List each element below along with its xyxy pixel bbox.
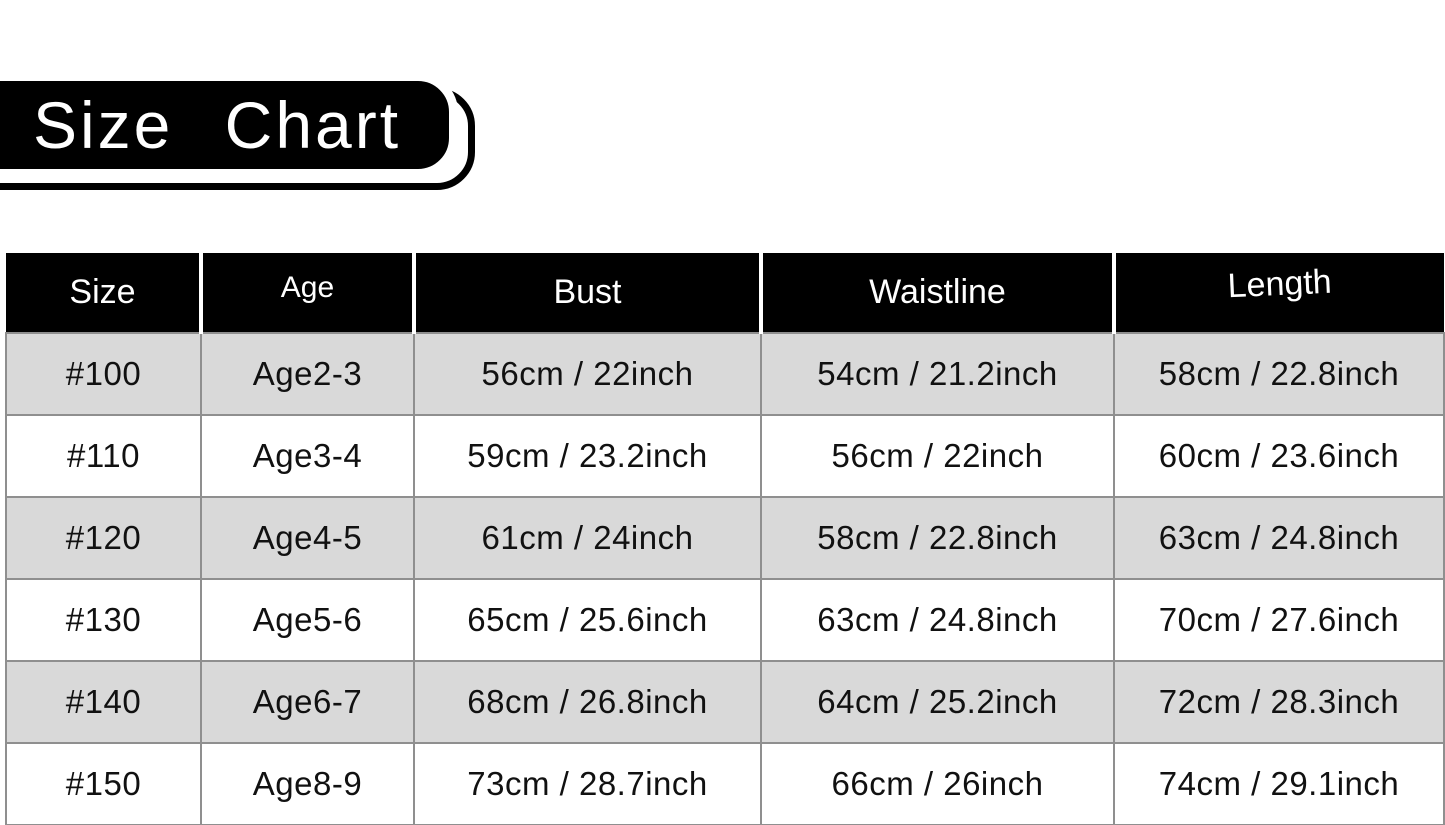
cell-bust: 61cm / 24inch [414, 497, 761, 579]
cell-bust: 59cm / 23.2inch [414, 415, 761, 497]
cell-waistline: 54cm / 21.2inch [761, 333, 1114, 415]
cell-length: 63cm / 24.8inch [1114, 497, 1444, 579]
table-row [6, 415, 1444, 497]
cell-waistline: 63cm / 24.8inch [761, 579, 1114, 661]
size-chart-table [5, 253, 1445, 825]
cell-age: Age4-5 [201, 497, 414, 579]
table-body [6, 333, 1444, 825]
cell-size: #130 [6, 579, 201, 661]
cell-size: #120 [6, 497, 201, 579]
cell-length: 74cm / 29.1inch [1114, 743, 1444, 825]
table-row [6, 661, 1444, 743]
cell-waistline: 56cm / 22inch [761, 415, 1114, 497]
page-title: Size Chart [32, 88, 402, 162]
cell-size: #100 [6, 333, 201, 415]
column-header-size: Size [6, 253, 201, 333]
table-row [6, 579, 1444, 661]
cell-size: #110 [6, 415, 201, 497]
cell-waistline: 58cm / 22.8inch [761, 497, 1114, 579]
cell-age: Age2-3 [201, 333, 414, 415]
cell-age: Age5-6 [201, 579, 414, 661]
cell-bust: 65cm / 25.6inch [414, 579, 761, 661]
cell-length: 58cm / 22.8inch [1114, 333, 1444, 415]
cell-age: Age8-9 [201, 743, 414, 825]
cell-length: 60cm / 23.6inch [1114, 415, 1444, 497]
column-header-bust: Bust [414, 253, 761, 333]
cell-size: #150 [6, 743, 201, 825]
column-header-length: Length [1114, 253, 1444, 333]
cell-length: 70cm / 27.6inch [1114, 579, 1444, 661]
table-row [6, 743, 1444, 825]
cell-age: Age3-4 [201, 415, 414, 497]
cell-waistline: 64cm / 25.2inch [761, 661, 1114, 743]
badge-background [0, 72, 458, 178]
cell-age: Age6-7 [201, 661, 414, 743]
cell-bust: 68cm / 26.8inch [414, 661, 761, 743]
cell-length: 72cm / 28.3inch [1114, 661, 1444, 743]
cell-waistline: 66cm / 26inch [761, 743, 1114, 825]
cell-bust: 73cm / 28.7inch [414, 743, 761, 825]
header-row [6, 253, 1444, 333]
column-header-age: Age [201, 253, 414, 333]
table-row [6, 333, 1444, 415]
column-header-waistline: Waistline [761, 253, 1114, 333]
size-chart-title-badge [0, 0, 560, 220]
table-row [6, 497, 1444, 579]
cell-bust: 56cm / 22inch [414, 333, 761, 415]
cell-size: #140 [6, 661, 201, 743]
